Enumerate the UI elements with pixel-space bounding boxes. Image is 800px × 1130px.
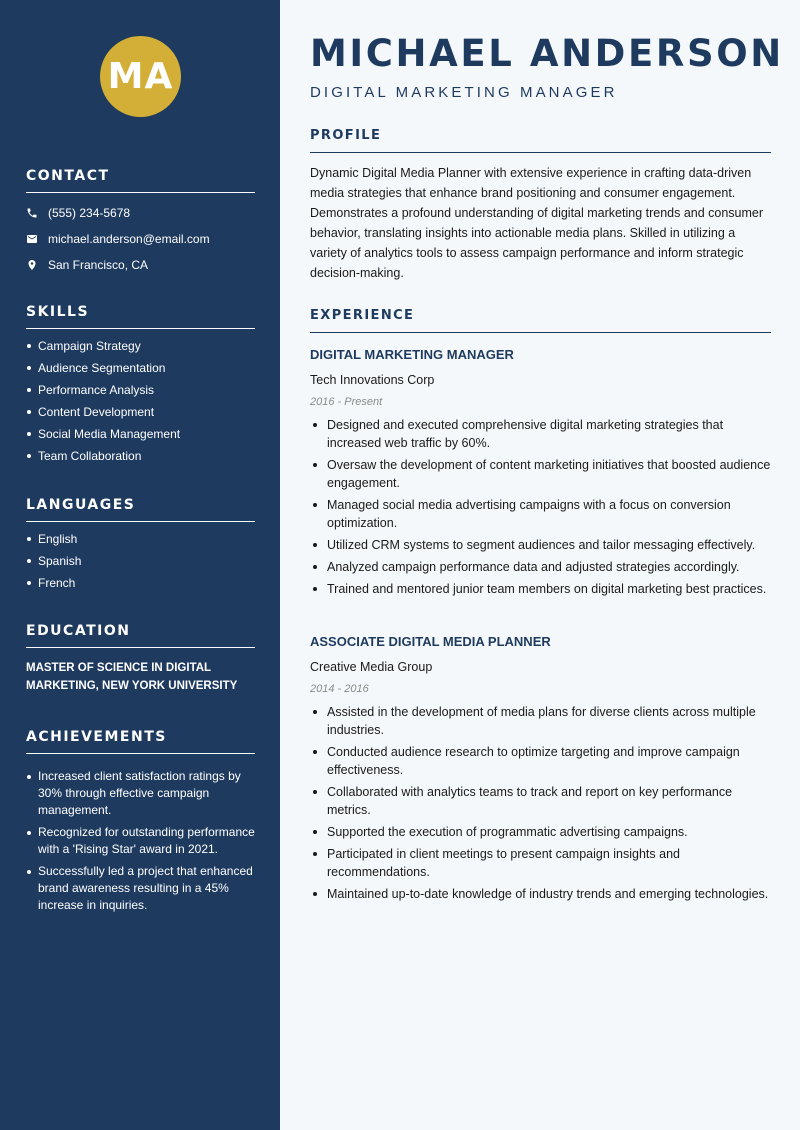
responsibility-item: Managed social media advertising campaigns with a focus on conversion optimization. (310, 496, 771, 532)
avatar (100, 36, 181, 117)
experience-heading: EXPERIENCE (310, 308, 771, 333)
skill-item: Content Development (26, 405, 255, 419)
contact-heading: CONTACT (26, 168, 255, 193)
email-address: michael.anderson@email.com (48, 232, 210, 246)
responsibility-item: Assisted in the development of media plans for diverse clients across multiple industries. (310, 703, 771, 739)
main-content (280, 0, 800, 1130)
phone-icon (26, 207, 38, 219)
skills-heading: SKILLS (26, 304, 255, 329)
profile-text: Dynamic Digital Media Planner with extensive experience in crafting data-driven media strategies that enhance brand positioning and consumer engagement. Demonstrates a profound understanding of digital marketing trends and consumer behavior, translating insights into actionable media plans. Skilled in utilizing a variety of analytics tools to assess campaign performance and inform strategic decision-making. (310, 166, 764, 280)
responsibility-item: Trained and mentored junior team members on digital marketing best practices. (310, 580, 771, 598)
job-dates: 2016 - Present (310, 396, 383, 408)
contact-phone (26, 206, 255, 220)
achievements-list (26, 768, 255, 914)
experience-section (310, 308, 771, 333)
language-item: French (26, 576, 255, 590)
responsibility-item: Conducted audience research to optimize targeting and improve campaign effectiveness. (310, 743, 771, 779)
contact-section (26, 168, 255, 272)
achievements-section (26, 729, 255, 919)
responsibility-item: Supported the execution of programmatic advertising campaigns. (310, 823, 771, 841)
company-name: Creative Media Group (310, 660, 433, 674)
skills-list (26, 339, 255, 463)
location-pin-icon (26, 259, 38, 271)
job-dates: 2014 - 2016 (310, 683, 369, 695)
skill-item: Social Media Management (26, 427, 255, 441)
education-heading: EDUCATION (26, 623, 255, 648)
location-text: San Francisco, CA (48, 258, 149, 272)
sidebar (0, 0, 280, 1130)
responsibility-list (310, 416, 771, 598)
languages-heading: LANGUAGES (26, 497, 255, 522)
profile-heading: PROFILE (310, 128, 771, 153)
phone-number: (555) 234-5678 (48, 206, 131, 220)
candidate-name: MICHAEL ANDERSON (310, 32, 784, 75)
skill-item: Team Collaboration (26, 449, 255, 463)
job-entry (310, 634, 771, 907)
languages-section (26, 497, 255, 598)
languages-list (26, 532, 255, 590)
job-title: DIGITAL MARKETING MANAGER (310, 347, 514, 362)
language-item: Spanish (26, 554, 255, 568)
avatar-initials: MA (107, 56, 174, 97)
education-section (26, 623, 255, 695)
language-item: English (26, 532, 255, 546)
responsibility-list (310, 703, 771, 903)
responsibility-item: Utilized CRM systems to segment audiences and tailor messaging effectively. (310, 536, 771, 554)
achievements-heading: ACHIEVEMENTS (26, 729, 255, 754)
job-title: ASSOCIATE DIGITAL MEDIA PLANNER (310, 634, 551, 649)
achievement-item: Recognized for outstanding performance with a 'Rising Star' award in 2021. (26, 824, 255, 858)
contact-email (26, 232, 255, 246)
responsibility-item: Participated in client meetings to present campaign insights and recommendations. (310, 845, 771, 881)
responsibility-item: Maintained up-to-date knowledge of industry trends and emerging technologies. (310, 885, 771, 903)
achievement-item: Increased client satisfaction ratings by 30% through effective campaign management. (26, 768, 255, 819)
email-icon (26, 233, 38, 245)
job-entry (310, 347, 771, 602)
education-entry: MASTER OF SCIENCE IN DIGITAL MARKETING, NEW YORK UNIVERSITY (26, 662, 238, 692)
responsibility-item: Designed and executed comprehensive digital marketing strategies that increased web traffic by 60%. (310, 416, 771, 452)
skill-item: Audience Segmentation (26, 361, 255, 375)
candidate-title: DIGITAL MARKETING MANAGER (310, 84, 618, 101)
profile-section (310, 128, 771, 283)
contact-location (26, 258, 255, 272)
achievement-item: Successfully led a project that enhanced brand awareness resulting in a 45% increase in inquiries. (26, 863, 255, 914)
skill-item: Campaign Strategy (26, 339, 255, 353)
responsibility-item: Collaborated with analytics teams to track and report on key performance metrics. (310, 783, 771, 819)
company-name: Tech Innovations Corp (310, 373, 435, 387)
skill-item: Performance Analysis (26, 383, 255, 397)
skills-section (26, 304, 255, 471)
responsibility-item: Oversaw the development of content marketing initiatives that boosted audience engagement. (310, 456, 771, 492)
responsibility-item: Analyzed campaign performance data and adjusted strategies accordingly. (310, 558, 771, 576)
